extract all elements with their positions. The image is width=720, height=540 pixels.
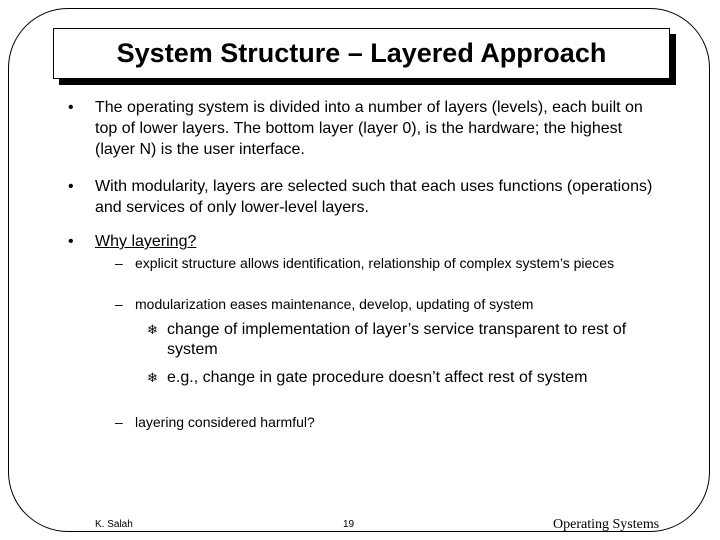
subsubpoint-item: [147, 320, 647, 360]
bullet-marker: •: [68, 99, 74, 116]
subpoint-item: [115, 254, 655, 273]
bullet-marker: •: [68, 233, 74, 250]
bullet-text: The operating system is divided into a number of layers (levels), each built on top of lower layers. The bottom layer (layer 0), is the hardware; the highest (layer N) is the user interface.: [95, 99, 643, 158]
snowflake-icon: ❄: [147, 322, 158, 337]
subsubpoint-text: change of implementation of layer’s service transparent to rest of system: [167, 321, 627, 358]
bullet-item: [68, 176, 655, 218]
bullet-marker: •: [68, 178, 74, 195]
subpoint-text: layering considered harmful?: [135, 414, 315, 430]
dash-marker: –: [115, 296, 123, 312]
title-box: [53, 28, 670, 79]
bullet-item: [68, 231, 655, 252]
bullet-text: With modularity, layers are selected such that each uses functions (operations) and services of only lower-level layers.: [95, 178, 653, 216]
subsubpoint-item: [147, 368, 647, 388]
bullet-item: [68, 97, 655, 160]
subpoint-text: explicit structure allows identification, relationship of complex system’s pieces: [135, 255, 615, 271]
slide-title: System Structure – Layered Approach: [116, 38, 607, 68]
dash-marker: –: [115, 255, 123, 271]
footer-page-number: 19: [343, 519, 355, 530]
bullet-text-why-layering: Why layering?: [95, 233, 197, 250]
snowflake-icon: ❄: [147, 370, 158, 385]
subpoint-text: modularization eases maintenance, develop, updating of system: [135, 296, 534, 312]
dash-marker: –: [115, 414, 123, 430]
subpoint-item: [115, 413, 655, 432]
footer-author: K. Salah: [95, 519, 133, 530]
subpoint-item: [115, 295, 655, 314]
footer-course-title: Operating Systems: [553, 517, 660, 532]
subsubpoint-text: e.g., change in gate procedure doesn’t affect rest of system: [167, 369, 588, 386]
